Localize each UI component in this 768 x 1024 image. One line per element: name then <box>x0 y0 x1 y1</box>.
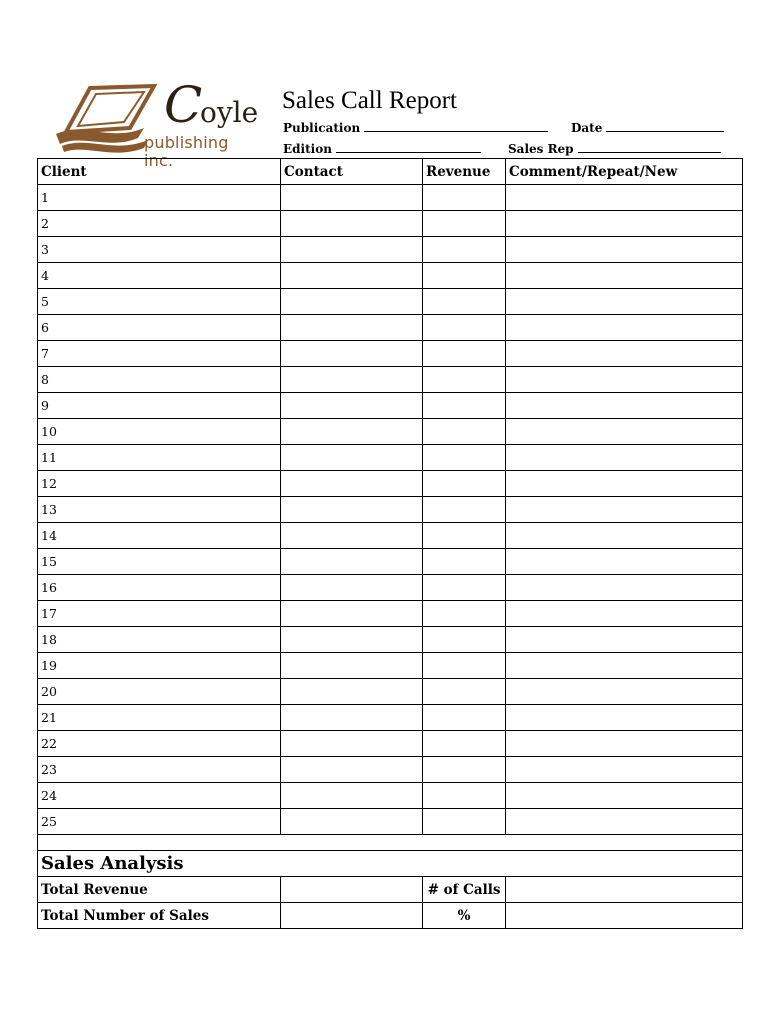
contact-cell[interactable] <box>281 211 423 237</box>
contact-cell[interactable] <box>281 523 423 549</box>
client-cell[interactable]: 7 <box>38 341 281 367</box>
client-cell[interactable]: 5 <box>38 289 281 315</box>
calls-label-value[interactable] <box>506 877 743 903</box>
client-cell[interactable]: 24 <box>38 783 281 809</box>
table-row <box>38 237 743 263</box>
client-cell[interactable]: 22 <box>38 731 281 757</box>
sales-call-table <box>37 158 743 929</box>
edition-label: Edition <box>283 142 332 156</box>
sales-rep-input-line[interactable] <box>578 141 721 153</box>
table-row <box>38 679 743 705</box>
comment-cell[interactable] <box>506 783 743 809</box>
table-row <box>38 393 743 419</box>
publication-label: Publication <box>283 121 361 135</box>
client-cell[interactable]: 18 <box>38 627 281 653</box>
client-cell[interactable]: 14 <box>38 523 281 549</box>
total-sales-label: Total Number of Sales <box>38 903 281 929</box>
revenue-cell[interactable] <box>423 809 506 835</box>
comment-cell[interactable] <box>506 211 743 237</box>
revenue-cell[interactable] <box>423 783 506 809</box>
contact-cell[interactable] <box>281 705 423 731</box>
percent-label: % <box>423 903 506 929</box>
revenue-cell[interactable] <box>423 445 506 471</box>
contact-cell[interactable] <box>281 445 423 471</box>
edition-input-line[interactable] <box>336 141 481 153</box>
contact-cell[interactable] <box>281 653 423 679</box>
client-cell[interactable]: 4 <box>38 263 281 289</box>
table-row <box>38 263 743 289</box>
contact-cell[interactable] <box>281 575 423 601</box>
sales-analysis-row <box>38 851 743 877</box>
summary-row <box>38 877 743 903</box>
revenue-cell[interactable] <box>423 211 506 237</box>
logo-name: oyle <box>200 96 259 129</box>
client-cell[interactable]: 15 <box>38 549 281 575</box>
publication-field <box>283 120 548 135</box>
client-cell[interactable]: 11 <box>38 445 281 471</box>
contact-cell[interactable] <box>281 627 423 653</box>
revenue-cell[interactable] <box>423 315 506 341</box>
contact-cell[interactable] <box>281 341 423 367</box>
comment-cell[interactable] <box>506 263 743 289</box>
spacer-cell <box>38 835 743 851</box>
table-row <box>38 757 743 783</box>
table-row <box>38 497 743 523</box>
client-cell[interactable]: 17 <box>38 601 281 627</box>
client-cell[interactable]: 1 <box>38 185 281 211</box>
table-row <box>38 783 743 809</box>
publication-input-line[interactable] <box>364 120 548 132</box>
spacer-row <box>38 835 743 851</box>
revenue-cell[interactable] <box>423 705 506 731</box>
table-row <box>38 627 743 653</box>
table-row <box>38 549 743 575</box>
client-cell[interactable]: 21 <box>38 705 281 731</box>
comment-cell[interactable] <box>506 679 743 705</box>
contact-cell[interactable] <box>281 809 423 835</box>
client-cell[interactable]: 16 <box>38 575 281 601</box>
client-cell[interactable]: 3 <box>38 237 281 263</box>
column-header-client: Client <box>38 159 281 185</box>
revenue-cell[interactable] <box>423 263 506 289</box>
revenue-cell[interactable] <box>423 575 506 601</box>
comment-cell[interactable] <box>506 289 743 315</box>
revenue-cell[interactable] <box>423 523 506 549</box>
comment-cell[interactable] <box>506 497 743 523</box>
contact-cell[interactable] <box>281 679 423 705</box>
company-logo <box>52 76 262 170</box>
date-input-line[interactable] <box>606 120 724 132</box>
revenue-cell[interactable] <box>423 679 506 705</box>
revenue-cell[interactable] <box>423 237 506 263</box>
date-field <box>571 120 724 135</box>
comment-cell[interactable] <box>506 653 743 679</box>
client-cell[interactable]: 20 <box>38 679 281 705</box>
table-row <box>38 367 743 393</box>
contact-cell[interactable] <box>281 367 423 393</box>
comment-cell[interactable] <box>506 471 743 497</box>
contact-cell[interactable] <box>281 549 423 575</box>
revenue-cell[interactable] <box>423 627 506 653</box>
client-cell[interactable]: 9 <box>38 393 281 419</box>
revenue-cell[interactable] <box>423 731 506 757</box>
table-row <box>38 211 743 237</box>
edition-field <box>283 141 481 156</box>
contact-cell[interactable] <box>281 185 423 211</box>
revenue-cell[interactable] <box>423 419 506 445</box>
sales-analysis-heading: Sales Analysis <box>38 851 743 877</box>
contact-cell[interactable] <box>281 263 423 289</box>
total-revenue-label-value[interactable] <box>281 877 423 903</box>
comment-cell[interactable] <box>506 393 743 419</box>
table-row <box>38 315 743 341</box>
revenue-cell[interactable] <box>423 653 506 679</box>
client-cell[interactable]: 19 <box>38 653 281 679</box>
revenue-cell[interactable] <box>423 497 506 523</box>
column-header-contact: Contact <box>281 159 423 185</box>
contact-cell[interactable] <box>281 497 423 523</box>
comment-cell[interactable] <box>506 809 743 835</box>
client-cell[interactable]: 8 <box>38 367 281 393</box>
table-row <box>38 471 743 497</box>
client-cell[interactable]: 2 <box>38 211 281 237</box>
logo-initial: C <box>164 76 203 134</box>
contact-cell[interactable] <box>281 601 423 627</box>
contact-cell[interactable] <box>281 315 423 341</box>
comment-cell[interactable] <box>506 523 743 549</box>
contact-cell[interactable] <box>281 289 423 315</box>
comment-cell[interactable] <box>506 601 743 627</box>
table-row <box>38 705 743 731</box>
comment-cell[interactable] <box>506 445 743 471</box>
sales-rep-field <box>508 141 721 156</box>
summary-row <box>38 903 743 929</box>
date-label: Date <box>571 121 603 135</box>
logo-subtitle: publishing inc. <box>144 133 229 170</box>
comment-cell[interactable] <box>506 705 743 731</box>
client-cell[interactable]: 10 <box>38 419 281 445</box>
table-row <box>38 523 743 549</box>
revenue-cell[interactable] <box>423 393 506 419</box>
contact-cell[interactable] <box>281 393 423 419</box>
comment-cell[interactable] <box>506 315 743 341</box>
comment-cell[interactable] <box>506 185 743 211</box>
table-row <box>38 575 743 601</box>
table-row <box>38 601 743 627</box>
client-cell[interactable]: 23 <box>38 757 281 783</box>
contact-cell[interactable] <box>281 757 423 783</box>
table-row <box>38 809 743 835</box>
total-sales-label-value[interactable] <box>281 903 423 929</box>
revenue-cell[interactable] <box>423 601 506 627</box>
table-header-row <box>38 159 743 185</box>
total-revenue-label: Total Revenue <box>38 877 281 903</box>
table-row <box>38 289 743 315</box>
comment-cell[interactable] <box>506 419 743 445</box>
contact-cell[interactable] <box>281 471 423 497</box>
contact-cell[interactable] <box>281 783 423 809</box>
column-header-comment: Comment/Repeat/New <box>506 159 743 185</box>
column-header-revenue: Revenue <box>423 159 506 185</box>
client-cell[interactable]: 25 <box>38 809 281 835</box>
comment-cell[interactable] <box>506 731 743 757</box>
comment-cell[interactable] <box>506 627 743 653</box>
comment-cell[interactable] <box>506 367 743 393</box>
contact-cell[interactable] <box>281 731 423 757</box>
table-row <box>38 185 743 211</box>
percent-label-value[interactable] <box>506 903 743 929</box>
client-cell[interactable]: 6 <box>38 315 281 341</box>
sales-rep-label: Sales Rep <box>508 142 574 156</box>
contact-cell[interactable] <box>281 237 423 263</box>
contact-cell[interactable] <box>281 419 423 445</box>
revenue-cell[interactable] <box>423 367 506 393</box>
revenue-cell[interactable] <box>423 549 506 575</box>
revenue-cell[interactable] <box>423 185 506 211</box>
revenue-cell[interactable] <box>423 471 506 497</box>
comment-cell[interactable] <box>506 757 743 783</box>
table-row <box>38 445 743 471</box>
comment-cell[interactable] <box>506 575 743 601</box>
revenue-cell[interactable] <box>423 757 506 783</box>
table-row <box>38 419 743 445</box>
revenue-cell[interactable] <box>423 341 506 367</box>
table-row <box>38 653 743 679</box>
comment-cell[interactable] <box>506 341 743 367</box>
client-cell[interactable]: 12 <box>38 471 281 497</box>
comment-cell[interactable] <box>506 237 743 263</box>
calls-label: # of Calls <box>423 877 506 903</box>
revenue-cell[interactable] <box>423 289 506 315</box>
table-row <box>38 341 743 367</box>
table-row <box>38 731 743 757</box>
page-title: Sales Call Report <box>282 87 457 114</box>
comment-cell[interactable] <box>506 549 743 575</box>
client-cell[interactable]: 13 <box>38 497 281 523</box>
